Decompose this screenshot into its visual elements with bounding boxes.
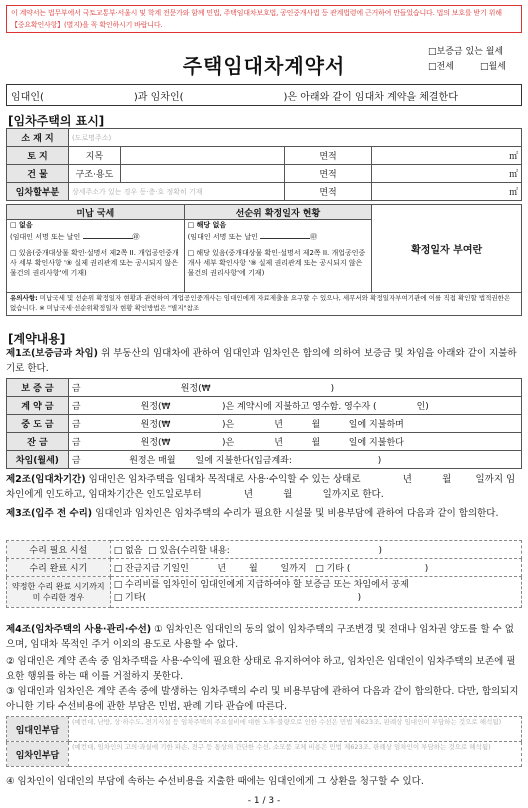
repair-deadline-label: 수리 완료 시기 <box>7 559 111 577</box>
balance-label: 잔 금 <box>7 433 69 451</box>
deposit-field[interactable]: 금 원정(₩ ) <box>68 379 521 397</box>
building-structure-field[interactable] <box>120 165 284 183</box>
tax-priority-table <box>6 204 522 316</box>
repair-needed-label: 수리 필요 시설 <box>7 541 111 559</box>
option-deposit-monthly[interactable]: □보증금 있는 월세 <box>428 47 504 57</box>
repair-deadline-field[interactable]: □ 잔금지급 기일인 년 월 일까지 □ 기타 ( ) <box>110 559 521 577</box>
article-4-2: ② 임대인은 계약 존속 중 임차주택을 사용·수익에 필요한 상태로 유지하여야 하고, 임차인은 임대인이 임차주택의 보존에 필요한 행위를 하는 때 이를 거절하지 못한다. <box>6 656 516 682</box>
article-4-4: ④ 임차인이 임대인의 부담에 속하는 수선비용을 지출한 때에는 임대인에게 그 상환을 청구할 수 있다. <box>6 776 424 787</box>
prior-date-header: 선순위 확정일자 현황 <box>184 205 372 220</box>
unpaid-sign-label: (임대인 서명 또는 날인 <box>10 233 81 241</box>
caution-note: 유의사항: 미납국세 및 선순위 확정일자 현황과 관련하여 개업공인중개사는 임대인에게 자료제출을 요구할 수 있으나, 세무서와 확정일자부여기관에 이를 직접 확인할 법적권한은 없습니다. ※ 미납국세·선순위확정일자 현황 확인방법은 "별지"참조 <box>7 293 522 316</box>
address-label: 소 재 지 <box>7 129 69 147</box>
party-agreement: )은 아래와 같이 임대차 계약을 체결한다 <box>283 91 458 103</box>
land-label: 토 지 <box>7 147 69 165</box>
payment-table <box>6 378 522 469</box>
page-number: - 1 / 3 - <box>247 796 281 806</box>
deposit-label: 보 증 금 <box>7 379 69 397</box>
fixed-date-box: 확정일자 부여란 <box>372 205 522 293</box>
section-property: [임차주택의 표시] <box>8 114 105 128</box>
rented-part-label: 임차할부분 <box>7 183 69 201</box>
interim-payment-field[interactable]: 금 원정(₩ )은 년 월 일에 지불하며 <box>68 415 521 433</box>
unpaid-yes-checkbox[interactable]: □ 있음(중개대상물 확인·설명서 제2쪽 II. 개업공인중개사 세부 확인사항 '⑨ 실제 권리관계 또는 공시되지 않은 물건의 권리사항'에 기재) <box>10 249 179 277</box>
party-line <box>6 84 522 106</box>
balance-field[interactable]: 금 원정(₩ )은 년 월 일에 지불한다 <box>68 433 521 451</box>
lessee-burden-label: 임차인부담 <box>7 742 69 767</box>
article-3: 제3조(입주 전 수리) 임대인과 임차인은 임차주택의 수리가 필요한 시설물 및 비용부담에 관하여 다음과 같이 합의한다. <box>6 508 499 519</box>
repair-needed-field[interactable]: □ 없음 □ 있음(수리할 내용: ) <box>110 541 521 559</box>
unpaid-tax-header: 미납 국세 <box>7 205 185 220</box>
property-table <box>6 128 522 201</box>
article-2: 제2조(임대차기간) 임대인은 임차주택을 임대차 목적대로 사용·수익할 수 있는 상태로 년 월 일까지 임차인에게 인도하고, 임대차기간은 인도일로부터 년 월 일까지로 한다. <box>6 474 516 500</box>
building-area-field[interactable]: ㎡ <box>372 165 522 183</box>
building-label: 건 물 <box>7 165 69 183</box>
rented-part-field[interactable]: 상세주소가 있는 경우 동·층·호 정확히 기재 <box>68 183 284 201</box>
party-lessee: )과 임차인( <box>133 91 184 103</box>
rented-area-field[interactable]: ㎡ <box>372 183 522 201</box>
land-category-field[interactable] <box>120 147 284 165</box>
option-monthly[interactable]: □월세 <box>480 62 506 72</box>
land-area-field[interactable]: ㎡ <box>372 147 522 165</box>
prior-yes-checkbox[interactable]: □ 해당 있음(중개대상물 확인·설명서 제2쪽 II. 개업공인중개사 세부 확인사항 '⑨ 실제 권리관계 또는 공시되지 않은 물건의 권리사항'에 기재) <box>187 249 366 277</box>
down-payment-label: 계 약 금 <box>7 397 69 415</box>
repair-table <box>6 540 522 608</box>
article-4-3: ③ 임대인과 임차인은 계약 존속 중에 발생하는 임차주택의 수리 및 비용부담에 관하여 다음과 같이 합의한다. 다만, 합의되지 아니한 기타 수선비용에 관한 부담은 민법, 판례 기타 관습에 따른다. <box>6 686 519 712</box>
lessee-burden-field[interactable]: (예컨대, 임차인의 고의·과실에 기한 파손, 전구 등 통상의 간단한 수선, 소모품 교체 비용은 민법 제623조, 판례상 임차인이 부담하는 것으로 해석됨) <box>68 742 521 767</box>
lessor-burden-field[interactable]: (예컨대, 난방, 상·하수도, 전기시설 등 임차주택의 주요설비에 대한 노후·불량으로 인한 수선은 민법 제623조, 판례상 임대인이 부담하는 것으로 해석됨) <box>68 717 521 742</box>
party-lessor: 임대인( <box>11 91 44 103</box>
repair-unfinished-label: 약정한 수리 완료 시기까지 미 수리한 경우 <box>7 577 111 608</box>
building-structure-label: 구조·용도 <box>68 165 120 183</box>
rented-area-label: 면적 <box>284 183 372 201</box>
down-payment-field[interactable]: 금 원정(₩ )은 계약시에 지불하고 영수함. 영수자 ( 인) <box>68 397 521 415</box>
article-4-1: 제4조(임차주택의 사용·관리·수선) ① 임차인은 임대인의 동의 없이 임차주택의 구조변경 및 전대나 임차권 양도를 할 수 없으며, 임대차 목적인 주거 이외의 용도로 사용할 수 없다. <box>6 624 514 650</box>
lessor-burden-label: 임대인부담 <box>7 717 69 742</box>
address-field[interactable]: (도로명주소) <box>68 129 521 147</box>
unpaid-none-checkbox[interactable]: □ 없음 <box>10 221 33 229</box>
prior-date-cell: □ 해당 없음 (임대인 서명 또는 날인 ㊞ □ 해당 있음(중개대상물 확인·설명서 제2쪽 II. 개업공인중개사 세부 확인사항 '⑨ 실제 권리관계 또는 공시되지 않은 물건의 권리사항'에 기재) <box>184 220 372 293</box>
monthly-rent-label: 차임(월세) <box>7 451 69 469</box>
document-title: 주택임대차계약서 <box>182 54 346 78</box>
option-jeonse[interactable]: □전세 <box>428 62 454 72</box>
land-area-label: 면적 <box>284 147 372 165</box>
land-category-label: 지목 <box>68 147 120 165</box>
burden-table <box>6 716 522 767</box>
repair-unfinished-field[interactable]: □ 수리비를 임차인이 임대인에게 지급하여야 할 보증금 또는 차임에서 공제 □ 기타( ) <box>110 577 521 608</box>
prior-none-checkbox[interactable]: □ 해당 없음 <box>187 221 227 229</box>
building-area-label: 면적 <box>284 165 372 183</box>
article-1: 제1조(보증금과 차임) 위 부동산의 임대차에 관하여 임대인과 임차인은 합의에 의하여 보증금 및 차임을 아래와 같이 지불하기로 한다. <box>6 348 517 374</box>
section-contract: [계약내용] <box>8 332 66 346</box>
interim-payment-label: 중 도 금 <box>7 415 69 433</box>
prior-sign-label: (임대인 서명 또는 날인 <box>187 233 258 241</box>
monthly-rent-field[interactable]: 금 원정은 매월 일에 지불한다(입금계좌: ) <box>68 451 521 469</box>
legal-notice: 이 계약서는 법무부에서 국토교통부·서울시 및 학계 전문가와 함께 민법, 주택임대차보호법, 공인중개사법 등 관계법령에 근거하여 만들었습니다. 법의 보호를 받기 위해 【중요확인사항】(별지)을 꼭 확인하시기 바랍니다. <box>6 5 522 33</box>
unpaid-tax-cell: □ 없음 (임대인 서명 또는 날인 ㊞ □ 있음(중개대상물 확인·설명서 제2쪽 II. 개업공인중개사 세부 확인사항 '⑨ 실제 권리관계 또는 공시되지 않은 물건의 권리사항'에 기재) <box>7 220 185 293</box>
